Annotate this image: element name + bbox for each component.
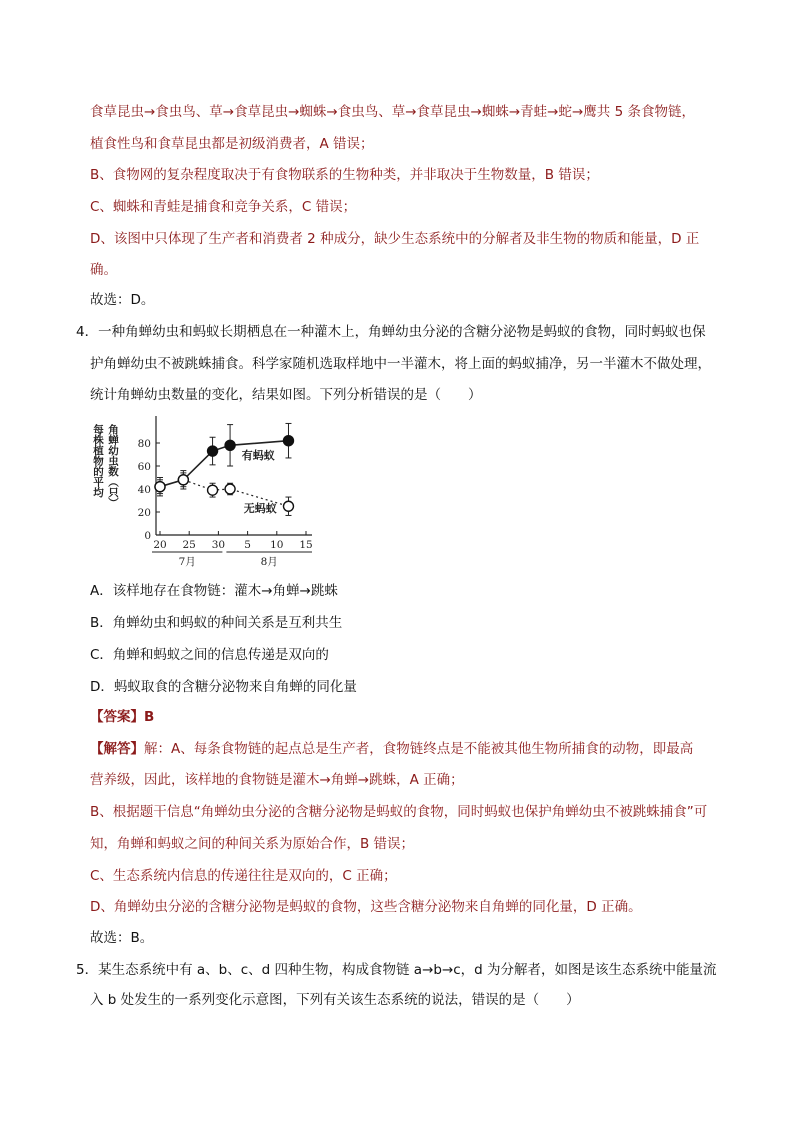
q4-stem-line-3: 统计角蝉幼虫数量的变化，结果如图。下列分析错误的是（ ）	[90, 387, 482, 403]
q4-analysis-line-6: D、角蝉幼虫分泌的含糖分泌物是蚂蚁的食物，这些含糖分泌物来自角蝉的同化量，D 正确。	[90, 899, 642, 915]
x-tick-label: 25	[182, 539, 196, 551]
data-point-with-ants	[283, 436, 293, 446]
ant-cicada-line-chart	[90, 410, 318, 570]
q5-stem-line-2: 入 b 处发生的一系列变化示意图，下列有关该生态系统的说法，错误的是（ ）	[90, 992, 580, 1008]
x-tick-label: 20	[153, 539, 167, 551]
q4-answer	[90, 707, 154, 727]
q4-option-b: B．角蝉幼虫和蚂蚁的种间关系是互利共生	[90, 615, 343, 631]
chart-marks	[155, 423, 293, 515]
q4-choose: 故选：B。	[90, 930, 154, 946]
analysis-label: 【解答】	[90, 741, 144, 757]
q3-explain-line-4: C、蜘蛛和青蛙是捕食和竞争关系，C 错误；	[90, 199, 357, 215]
chart-svg	[90, 410, 318, 570]
legend-without-ants: 无蚂蚁	[243, 502, 277, 515]
y-tick-label: 20	[137, 507, 151, 519]
data-point-with-ants	[208, 446, 218, 456]
y-axis-label-line: 每株植物的平均	[92, 424, 104, 498]
q4-analysis-line-5: C、生态系统内信息的传递往往是双向的，C 正确；	[90, 868, 397, 884]
q3-explain-line-1: 食草昆虫→食虫鸟、草→食草昆虫→蜘蛛→食虫鸟、草→食草昆虫→蜘蛛→青蛙→蛇→鹰共 5 条食物链，	[90, 104, 695, 120]
q4-stem-line-1: 4．一种角蝉幼虫和蚂蚁长期栖息在一种灌木上，角蝉幼虫分泌的含糖分泌物是蚂蚁的食物，同时蚂蚁也保	[76, 324, 706, 340]
q4-option-d: D．蚂蚁取食的含糖分泌物来自角蝉的同化量	[90, 679, 357, 695]
chart-axes	[92, 416, 313, 568]
legend-with-ants: 有蚂蚁	[241, 449, 275, 463]
q4-analysis-line-4: 知，角蝉和蚂蚁之间的种间关系为原始合作，B 错误；	[90, 836, 415, 852]
x-tick-label: 5	[244, 539, 251, 551]
q3-explain-line-5: D、该图中只体现了生产者和消费者 2 种成分，缺少生态系统中的分解者及非生物的物质和能量，D 正	[90, 231, 700, 247]
data-point-without-ants	[178, 475, 188, 485]
y-tick-label: 0	[144, 530, 151, 542]
answer-value: B	[144, 709, 155, 725]
month-label-july: 7月	[178, 556, 196, 568]
data-point-without-ants	[155, 482, 165, 492]
q4-analysis-line-1	[90, 739, 693, 759]
y-axis-label-line: 角蝉幼虫数（只）	[107, 424, 119, 508]
data-point-without-ants	[225, 484, 235, 494]
q3-explain-line-3: B、食物网的复杂程度取决于有食物联系的生物种类，并非取决于生物数量，B 错误；	[90, 167, 599, 183]
q4-option-a: A．该样地存在食物链：灌木→角蝉→跳蛛	[90, 583, 338, 599]
x-tick-label: 10	[270, 539, 284, 551]
q3-explain-line-2: 植食性鸟和食草昆虫都是初级消费者，A 错误；	[90, 136, 374, 152]
q3-choose: 故选：D。	[90, 292, 155, 308]
x-tick-label: 30	[211, 539, 226, 551]
x-tick-label: 15	[299, 539, 313, 551]
y-tick-label: 60	[137, 461, 151, 473]
analysis-text-1: 解：A、每条食物链的起点总是生产者，食物链终点是不能被其他生物所捕食的动物，即最高	[144, 741, 694, 757]
q4-analysis-line-2: 营养级，因此，该样地的食物链是灌木→角蝉→跳蛛，A 正确；	[90, 772, 464, 788]
q5-stem-line-1: 5．某生态系统中有 a、b、c、d 四种生物，构成食物链 a→b→c，d 为分解者，如图是该生态系统中能量流	[76, 962, 717, 978]
y-tick-label: 40	[137, 484, 151, 496]
data-point-without-ants	[283, 501, 293, 511]
answer-label: 【答案】	[90, 709, 144, 725]
data-point-without-ants	[208, 485, 218, 495]
q4-analysis-line-3: B、根据题干信息“角蝉幼虫分泌的含糖分泌物是蚂蚁的食物，同时蚂蚁也保护角蝉幼虫不被跳蛛捕食”可	[90, 804, 708, 820]
y-tick-label: 80	[137, 438, 151, 450]
q4-stem-line-2: 护角蝉幼虫不被跳蛛捕食。科学家随机选取样地中一半灌木，将上面的蚂蚁捕净，另一半灌木不做处理，	[90, 356, 711, 372]
data-point-with-ants	[225, 440, 235, 450]
q3-explain-line-6: 确。	[90, 262, 117, 278]
month-label-august: 8月	[260, 556, 278, 568]
q4-option-c: C．角蝉和蚂蚁之间的信息传递是双向的	[90, 647, 329, 663]
